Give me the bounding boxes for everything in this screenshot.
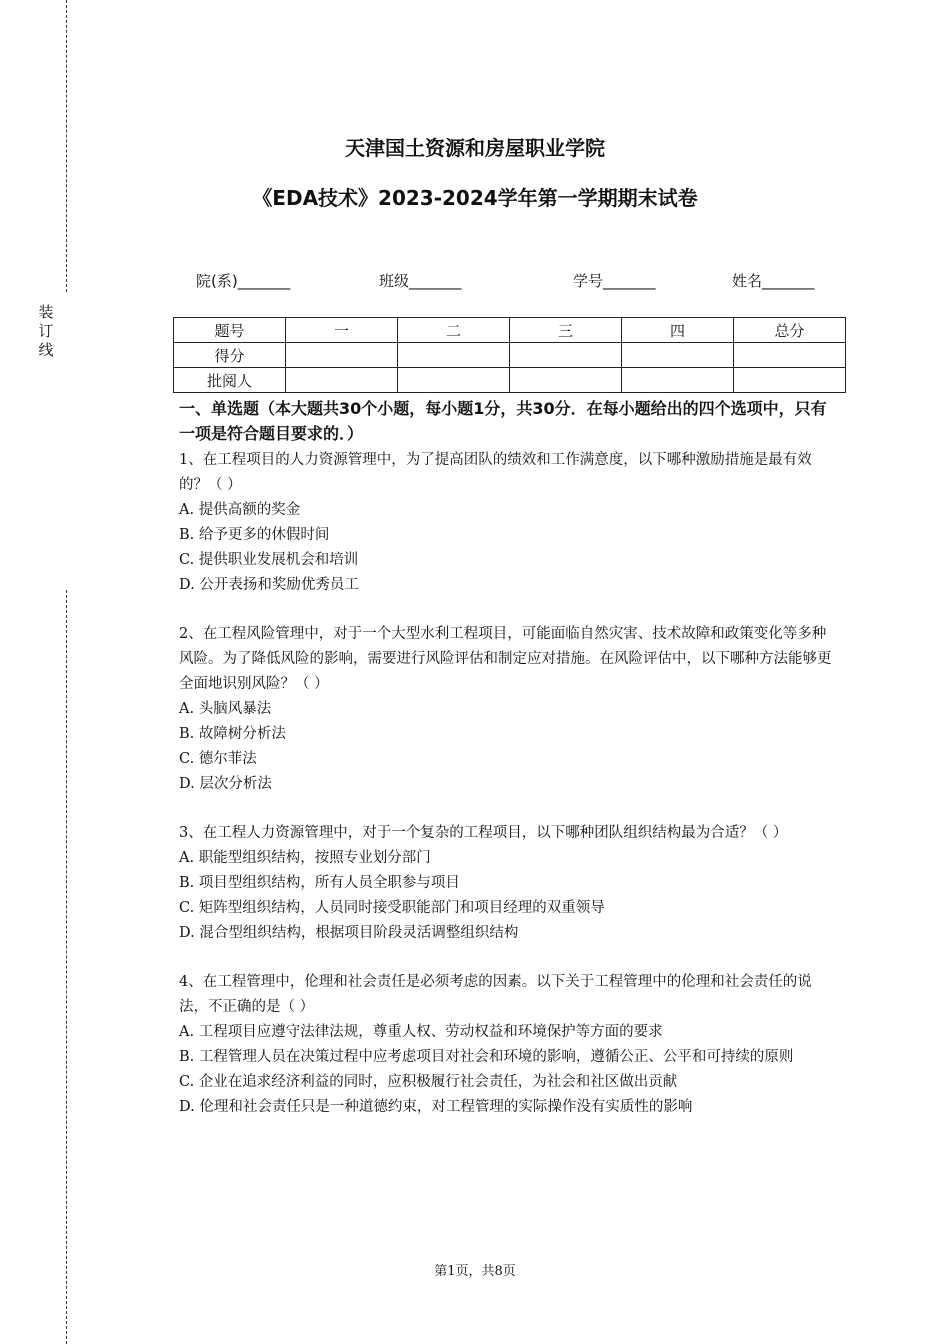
score-cell[interactable] xyxy=(286,343,398,368)
option-c[interactable]: C. 提供职业发展机会和培训 xyxy=(179,552,359,568)
score-row xyxy=(174,343,846,368)
question-stem: 4、在工程管理中，伦理和社会责任是必须考虑的因素。以下关于工程管理中的伦理和社会责任的说法，不正确的是（ ） xyxy=(179,974,812,1015)
score-table-header: 一 xyxy=(286,318,398,343)
option-a[interactable]: A. 职能型组织结构，按照专业划分部门 xyxy=(179,850,431,866)
binding-line-bottom xyxy=(66,590,67,1344)
option-b[interactable]: B. 工程管理人员在决策过程中应考虑项目对社会和环境的影响，遵循公正、公平和可持续的原则 xyxy=(179,1049,794,1065)
reviewer-cell[interactable] xyxy=(510,368,622,393)
exam-title: 《EDA技术》2023-2024学年第一学期期末试卷 xyxy=(252,186,698,210)
option-d[interactable]: D. 混合型组织结构，根据项目阶段灵活调整组织结构 xyxy=(179,925,519,941)
option-b[interactable]: B. 故障树分析法 xyxy=(179,726,286,742)
section-heading: 一、单选题（本大题共30个小题，每小题1分，共30分．在每小题给出的四个选项中，只有一项是符合题目要求的．） xyxy=(179,399,827,443)
reviewer-row xyxy=(174,368,846,393)
option-a[interactable]: A. 工程项目应遵守法律法规，尊重人权、劳动权益和环境保护等方面的要求 xyxy=(179,1024,663,1040)
option-a[interactable]: A. 提供高额的奖金 xyxy=(179,502,301,518)
score-table-header: 四 xyxy=(622,318,734,343)
score-table-header: 题号 xyxy=(174,318,286,343)
reviewer-cell[interactable] xyxy=(398,368,510,393)
question-stem: 3、在工程人力资源管理中，对于一个复杂的工程项目，以下哪种团队组织结构最为合适？（ ） xyxy=(179,825,788,841)
score-table-header: 总分 xyxy=(734,318,846,343)
score-cell[interactable] xyxy=(622,343,734,368)
option-a[interactable]: A. 头脑风暴法 xyxy=(179,701,272,717)
score-row-label: 得分 xyxy=(174,343,286,368)
reviewer-cell[interactable] xyxy=(622,368,734,393)
question-1 xyxy=(179,448,839,598)
question-2 xyxy=(179,622,839,797)
school-name: 天津国土资源和房屋职业学院 xyxy=(345,136,605,160)
option-c[interactable]: C. 企业在追求经济利益的同时，应积极履行社会责任，为社会和社区做出贡献 xyxy=(179,1074,678,1090)
question-stem: 2、在工程风险管理中，对于一个大型水利工程项目，可能面临自然灾害、技术故障和政策变化等多种风险。为了降低风险的影响，需要进行风险评估和制定应对措施。在风险评估中，以下哪种方法能够更全面地识别风险？（ ） xyxy=(179,626,832,692)
name-field[interactable]: 姓名_______ xyxy=(732,272,815,290)
binding-char: 装 xyxy=(38,303,54,321)
question-3 xyxy=(179,821,839,946)
option-d[interactable]: D. 公开表扬和奖励优秀员工 xyxy=(179,577,359,593)
department-field[interactable]: 院(系)_______ xyxy=(196,272,291,290)
question-4 xyxy=(179,970,839,1120)
score-cell[interactable] xyxy=(510,343,622,368)
score-table xyxy=(173,317,846,393)
option-d[interactable]: D. 层次分析法 xyxy=(179,776,272,792)
binding-char: 线 xyxy=(38,341,54,359)
score-table-header: 三 xyxy=(510,318,622,343)
question-stem: 1、在工程项目的人力资源管理中，为了提高团队的绩效和工作满意度，以下哪种激励措施是最有效的？（ ） xyxy=(179,452,812,493)
class-field[interactable]: 班级_______ xyxy=(379,272,462,290)
reviewer-cell[interactable] xyxy=(734,368,846,393)
exam-content xyxy=(179,396,839,1120)
binding-label xyxy=(36,303,56,360)
page-footer: 第1页，共8页 xyxy=(434,1264,516,1279)
binding-char: 订 xyxy=(38,322,54,340)
score-cell[interactable] xyxy=(734,343,846,368)
option-b[interactable]: B. 给予更多的休假时间 xyxy=(179,527,330,543)
score-cell[interactable] xyxy=(398,343,510,368)
option-d[interactable]: D. 伦理和社会责任只是一种道德约束，对工程管理的实际操作没有实质性的影响 xyxy=(179,1099,693,1115)
student-id-field[interactable]: 学号_______ xyxy=(573,272,656,290)
option-b[interactable]: B. 项目型组织结构，所有人员全职参与项目 xyxy=(179,875,460,891)
option-c[interactable]: C. 矩阵型组织结构，人员同时接受职能部门和项目经理的双重领导 xyxy=(179,900,605,916)
score-table-header-row xyxy=(174,318,846,343)
score-table-header: 二 xyxy=(398,318,510,343)
option-c[interactable]: C. 德尔菲法 xyxy=(179,751,257,767)
reviewer-cell[interactable] xyxy=(286,368,398,393)
reviewer-row-label: 批阅人 xyxy=(174,368,286,393)
